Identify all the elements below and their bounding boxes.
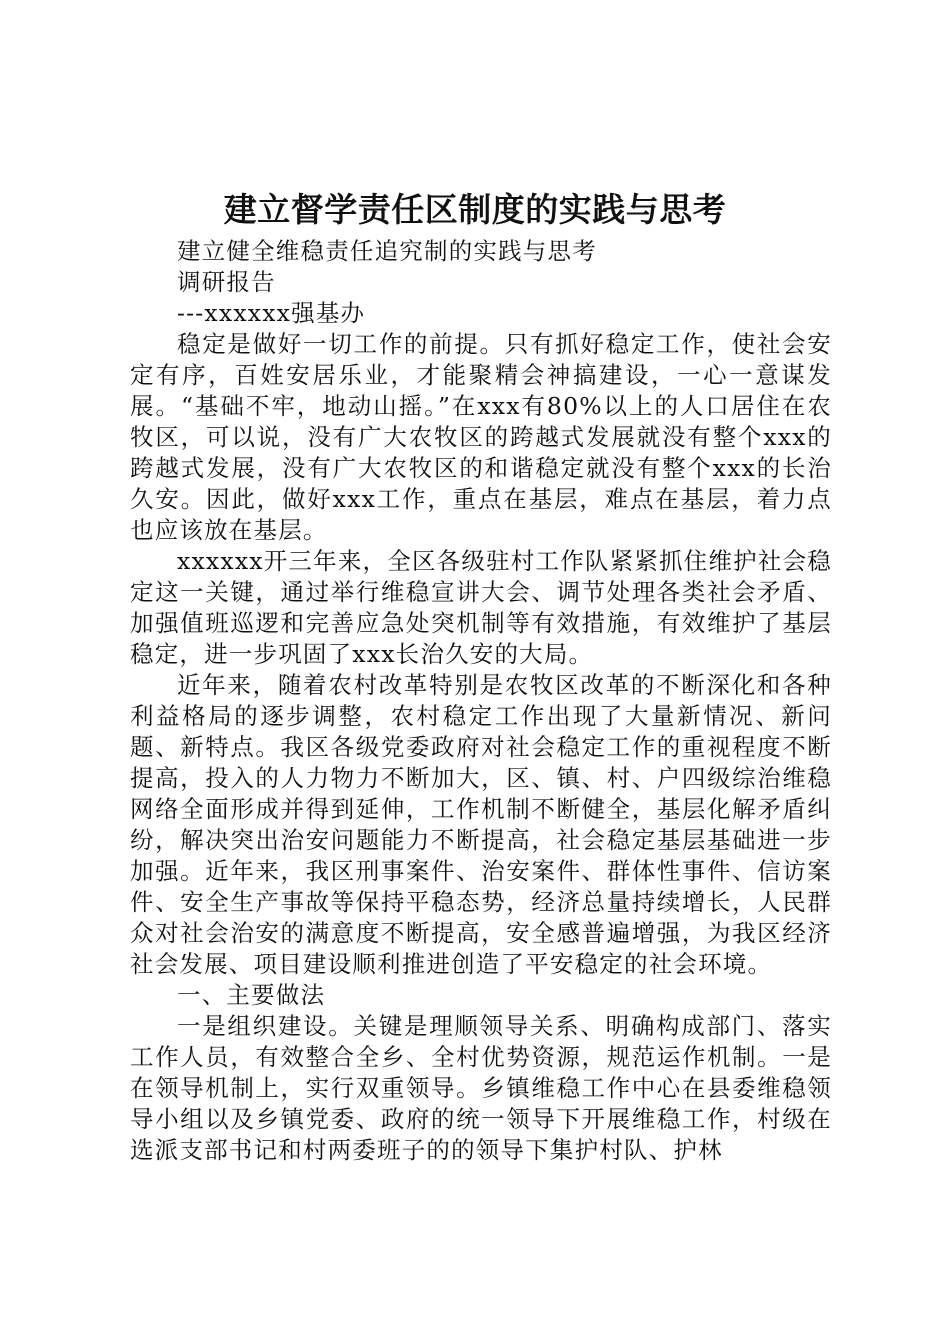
paragraph-4: 一是组织建设。关键是理顺领导关系、明确构成部门、落实工作人员，有效整合全乡、全村优势资源，规范运作机制。一是在领导机制上，实行双重领导。乡镇维稳工作中心在县委维稳领导小组以及乡镇党委、政府的统一领导下开展维稳工作，村级在选派支部书记和村两委班子的的领导下集护村队、护林 (130, 1012, 832, 1164)
document-title: 建立督学责任区制度的实践与思考 (223, 190, 727, 229)
paragraph-2: xxxxxx开三年来，全区各级驻村工作队紧紧抓住维护社会稳定这一关键，通过举行维稳宣讲大会、调节处理各类社会矛盾、加强值班巡逻和完善应急处突机制等有效措施，有效维护了基层稳定，进一步巩固了xxx长治久安的大局。 (130, 547, 832, 668)
document-type-label: 调研报告 (177, 268, 276, 296)
paragraph-3: 近年来，随着农村改革特别是农牧区改革的不断深化和各种利益格局的逐步调整，农村稳定工作出现了大量新情况、新问题、新特点。我区各级党委政府对社会稳定工作的重视程度不断提高，投入的人力物力不断加大，区、镇、村、户四级综治维稳网络全面形成并得到延伸，工作机制不断健全，基层化解矛盾纠纷，解决突出治安问题能力不断提高，社会稳定基层基础进一步加强。近年来，我区刑事案件、治安案件、群体性事件、信访案件、安全生产事故等保持平稳态势，经济总量持续增长，人民群众对社会治安的满意度不断提高，安全感普遍增强，为我区经济社会发展、项目建设顺利推进创造了平安稳定的社会环境。 (130, 671, 832, 978)
paragraph-1: 稳定是做好一切工作的前提。只有抓好稳定工作，使社会安定有序，百姓安居乐业，才能聚精会神搞建设，一心一意谋发展。“基础不牢，地动山摇。”在xxx有80%以上的人口居住在农牧区，可以说，没有广大农牧区的跨越式发展就没有整个xxx的跨越式发展，没有广大农牧区的和谐稳定就没有整个xxx的长治久安。因此，做好xxx工作，重点在基层，难点在基层，着力点也应该放在基层。 (130, 330, 832, 544)
document-subtitle: 建立健全维稳责任追究制的实践与思考 (177, 237, 597, 265)
author-line: ---xxxxxx强基办 (177, 299, 366, 327)
section-heading: 一、主要做法 (177, 981, 326, 1009)
document-body (130, 236, 832, 1166)
